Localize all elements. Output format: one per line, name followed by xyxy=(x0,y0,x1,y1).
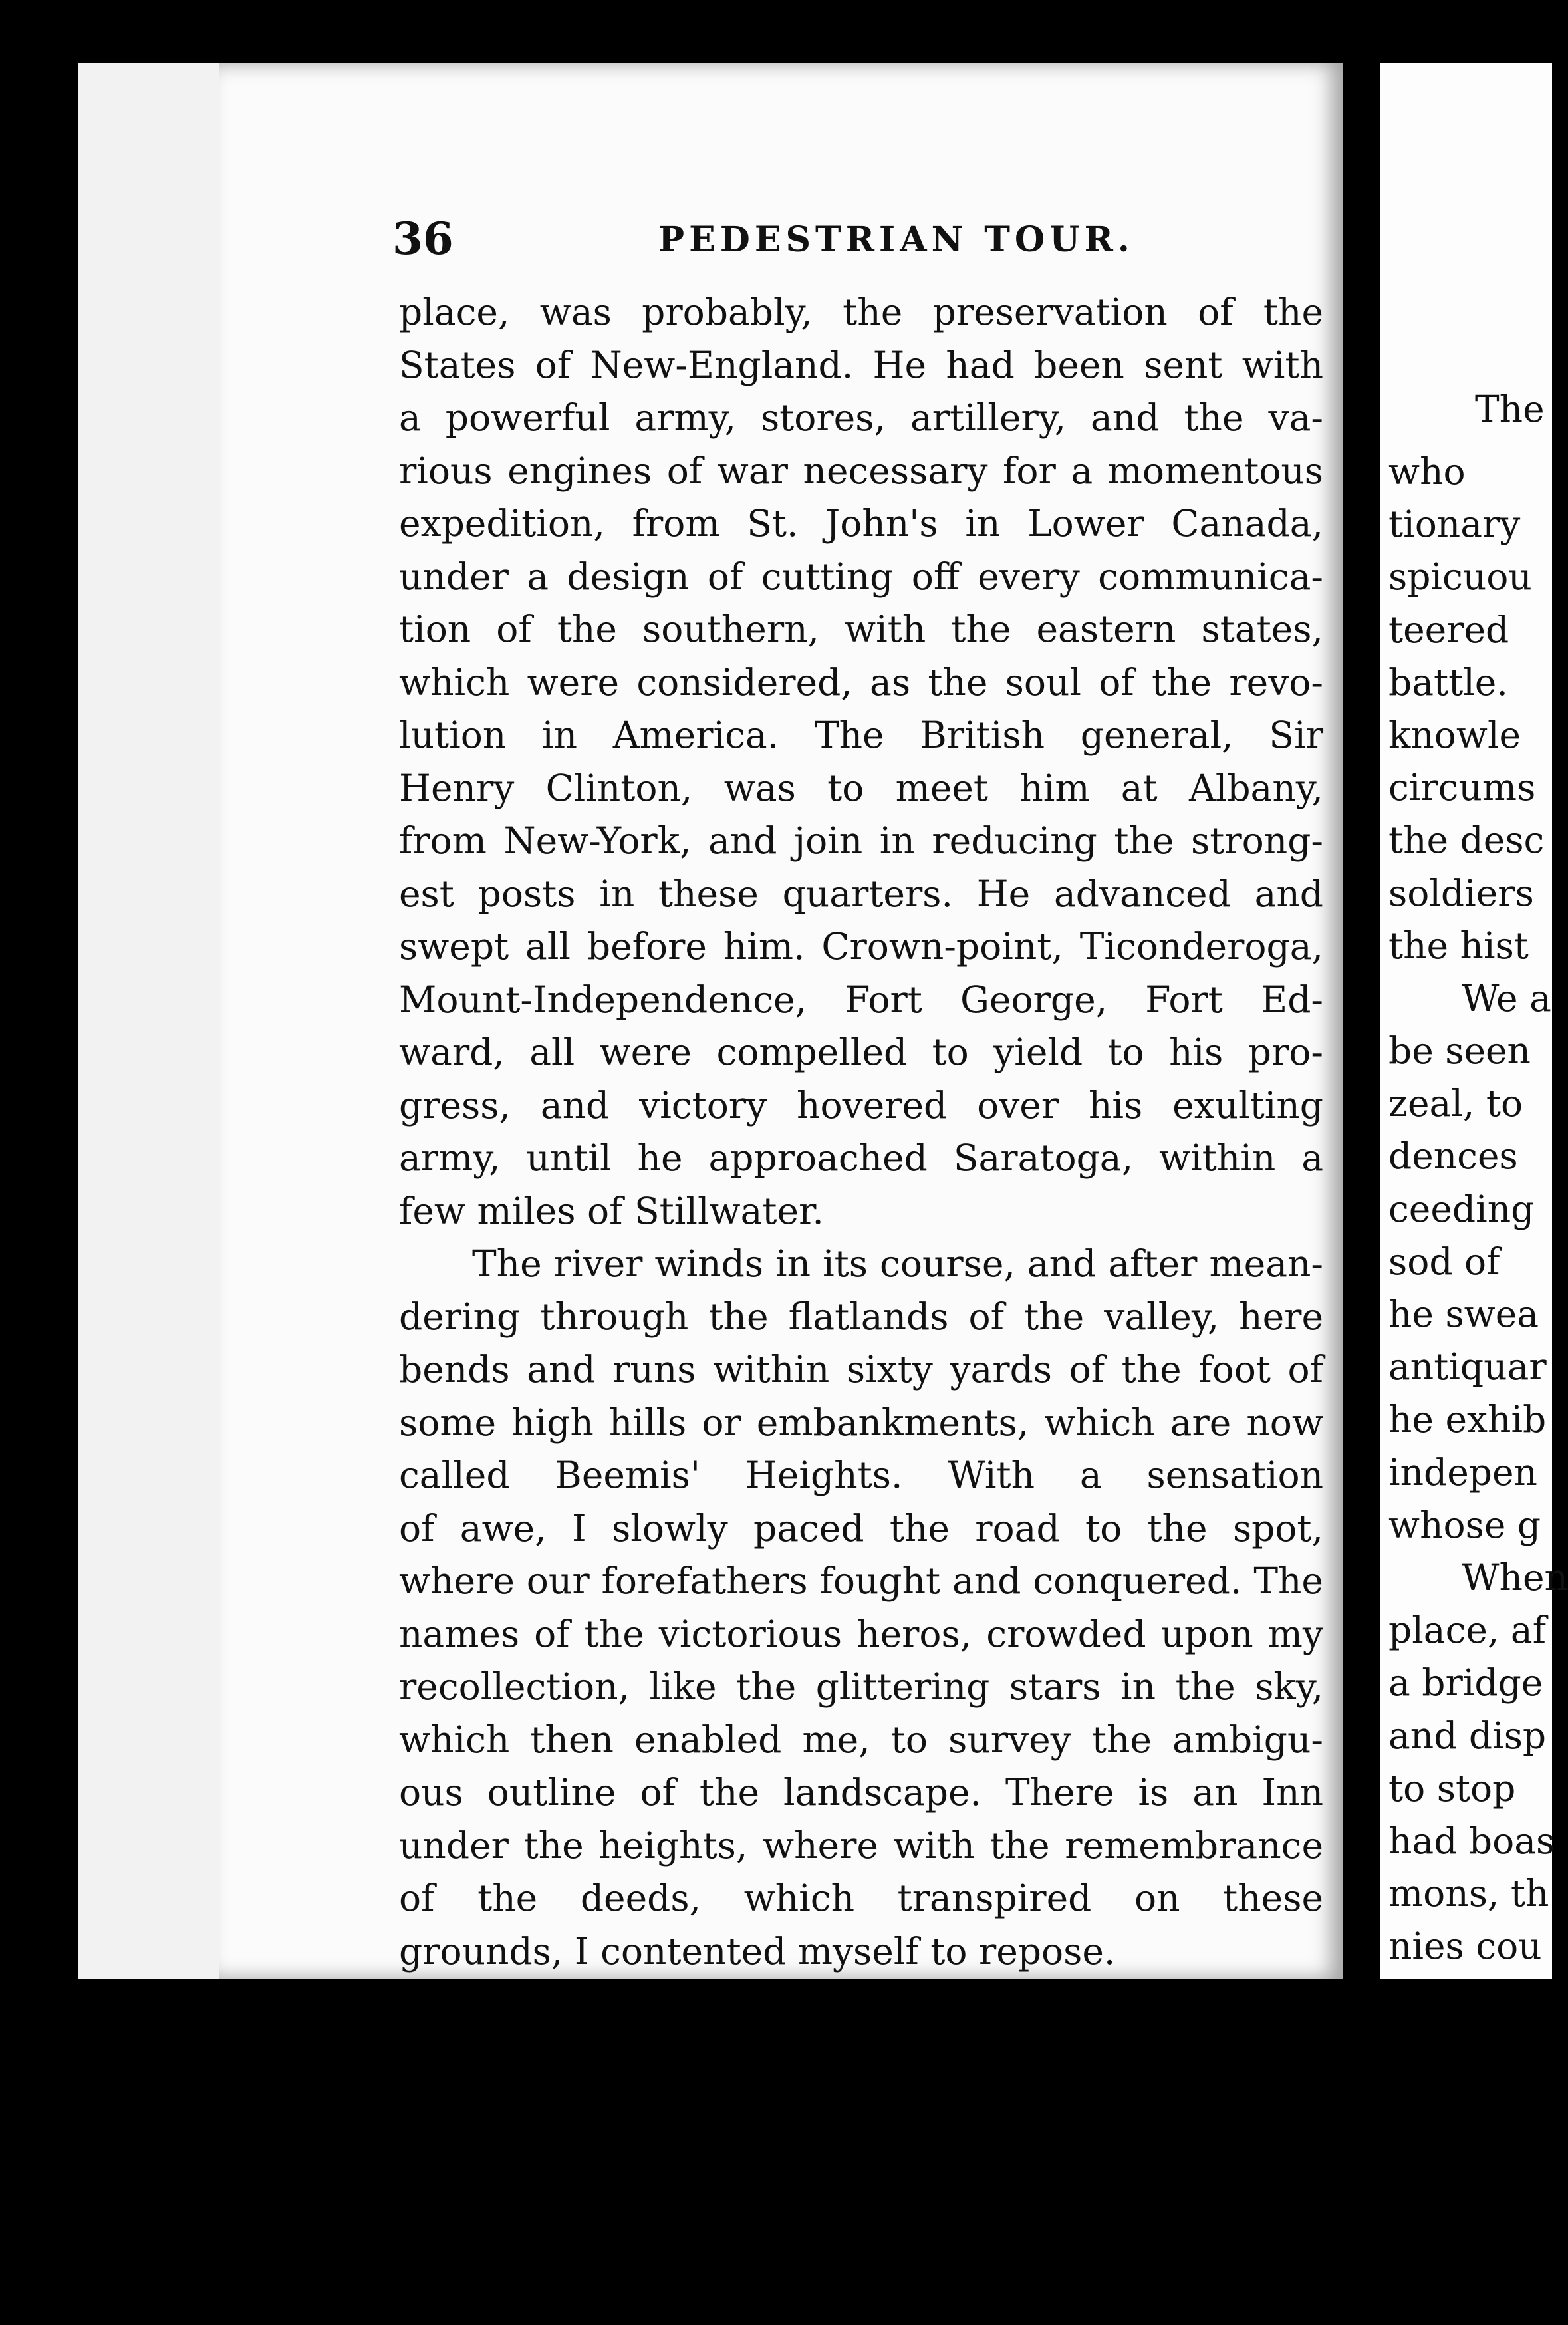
right-text-line: he exhib xyxy=(1388,1398,1547,1441)
text-line: under a design of cutting off every communica- xyxy=(399,555,1323,598)
text-line: The river winds in its course, and after mean- xyxy=(472,1242,1323,1285)
right-text-line: antiquar xyxy=(1388,1345,1547,1389)
right-text-line: to stop xyxy=(1388,1766,1516,1810)
right-text-line: a bridge xyxy=(1388,1661,1543,1705)
text-line: grounds, I contented myself to repose. xyxy=(399,1929,1116,1973)
text-line: recollection, like the glittering stars in the sky, xyxy=(399,1665,1323,1708)
right-text-line: knowle xyxy=(1388,713,1521,756)
right-text-line: be seen xyxy=(1388,1029,1531,1073)
text-line: under the heights, where with the remembrance xyxy=(399,1824,1323,1867)
right-text-line: the desc xyxy=(1388,819,1545,862)
text-line: bends and runs within sixty yards of the foot of xyxy=(399,1348,1323,1391)
text-line: dering through the flatlands of the valley, here xyxy=(399,1295,1323,1338)
right-text-line: place, af xyxy=(1388,1609,1547,1652)
right-text-line: soldiers xyxy=(1388,871,1534,914)
right-text-line: The xyxy=(1475,388,1545,430)
text-line: of awe, I slowly paced the road to the spot, xyxy=(399,1506,1323,1550)
text-line: Mount-Independence, Fort George, Fort Ed- xyxy=(399,978,1323,1021)
page-edges xyxy=(78,63,238,1979)
text-line: a powerful army, stores, artillery, and the va- xyxy=(399,396,1323,439)
body-text xyxy=(399,286,1323,1978)
text-line: lution in America. The British general, Sir xyxy=(399,714,1323,756)
right-text-line: and disp xyxy=(1388,1714,1547,1757)
text-line: some high hills or embankments, which are now xyxy=(399,1401,1323,1444)
text-line: est posts in these quarters. He advanced and xyxy=(399,872,1323,915)
right-text-line: We a xyxy=(1462,976,1551,1020)
text-line: gress, and victory hovered over his exulting xyxy=(399,1083,1323,1127)
text-line: where our forefathers fought and conquered. The xyxy=(399,1560,1323,1602)
text-line: rious engines of war necessary for a momentous xyxy=(399,449,1323,492)
right-text-line: whose g xyxy=(1388,1503,1541,1546)
page-header xyxy=(392,213,1323,273)
right-text-line: dences xyxy=(1388,1135,1518,1178)
text-line: few miles of Stillwater. xyxy=(399,1189,824,1232)
text-line: names of the victorious heros, crowded upon my xyxy=(399,1612,1323,1655)
text-line: ous outline of the landscape. There is an Inn xyxy=(399,1771,1323,1814)
right-text-line: battle. xyxy=(1388,660,1508,704)
right-text-line: teered xyxy=(1388,608,1509,651)
text-line: called Beemis' Heights. With a sensation xyxy=(399,1454,1323,1496)
page-number: 36 xyxy=(392,213,454,265)
right-text-line: sod of xyxy=(1388,1240,1500,1283)
text-line: army, until he approached Saratoga, within a xyxy=(399,1137,1323,1179)
right-text-line: mons, th xyxy=(1388,1872,1549,1915)
right-text-line: nies cou xyxy=(1388,1925,1542,1968)
text-line: swept all before him. Crown-point, Ticonderoga, xyxy=(399,925,1323,968)
text-line: place, was probably, the preservation of the xyxy=(399,291,1323,333)
right-text-line: he swea xyxy=(1388,1293,1539,1335)
text-line: tion of the southern, with the eastern states, xyxy=(399,608,1323,650)
right-text-line: indepen xyxy=(1388,1450,1537,1494)
right-text-line: who xyxy=(1388,450,1466,493)
right-text-line: When xyxy=(1462,1556,1568,1599)
text-line: which were considered, as the soul of the revo- xyxy=(399,660,1323,704)
right-text-line: zeal, to xyxy=(1388,1082,1523,1125)
running-head: PEDESTRIAN TOUR. xyxy=(658,219,1134,260)
text-line: ward, all were compelled to yield to his pro- xyxy=(399,1031,1323,1073)
text-line: Henry Clinton, was to meet him at Albany, xyxy=(399,766,1323,809)
text-line: expedition, from St. John's in Lower Canada, xyxy=(399,502,1323,545)
right-text-line: spicuou xyxy=(1388,555,1532,599)
right-text-line: tionary xyxy=(1388,503,1521,546)
right-text-line: had boas xyxy=(1388,1819,1555,1862)
right-text-line: ceeding xyxy=(1388,1187,1535,1230)
text-line: which then enabled me, to survey the ambigu- xyxy=(399,1718,1323,1761)
right-text-line: circums xyxy=(1388,766,1536,809)
book-gutter xyxy=(1343,53,1383,1995)
text-line: from New-York, and join in reducing the strong- xyxy=(399,819,1323,862)
right-text-line: the hist xyxy=(1388,924,1529,967)
text-line: States of New-England. He had been sent with xyxy=(399,343,1323,386)
right-page-text xyxy=(1388,372,1568,1973)
text-line: of the deeds, which transpired on these xyxy=(399,1877,1323,1919)
